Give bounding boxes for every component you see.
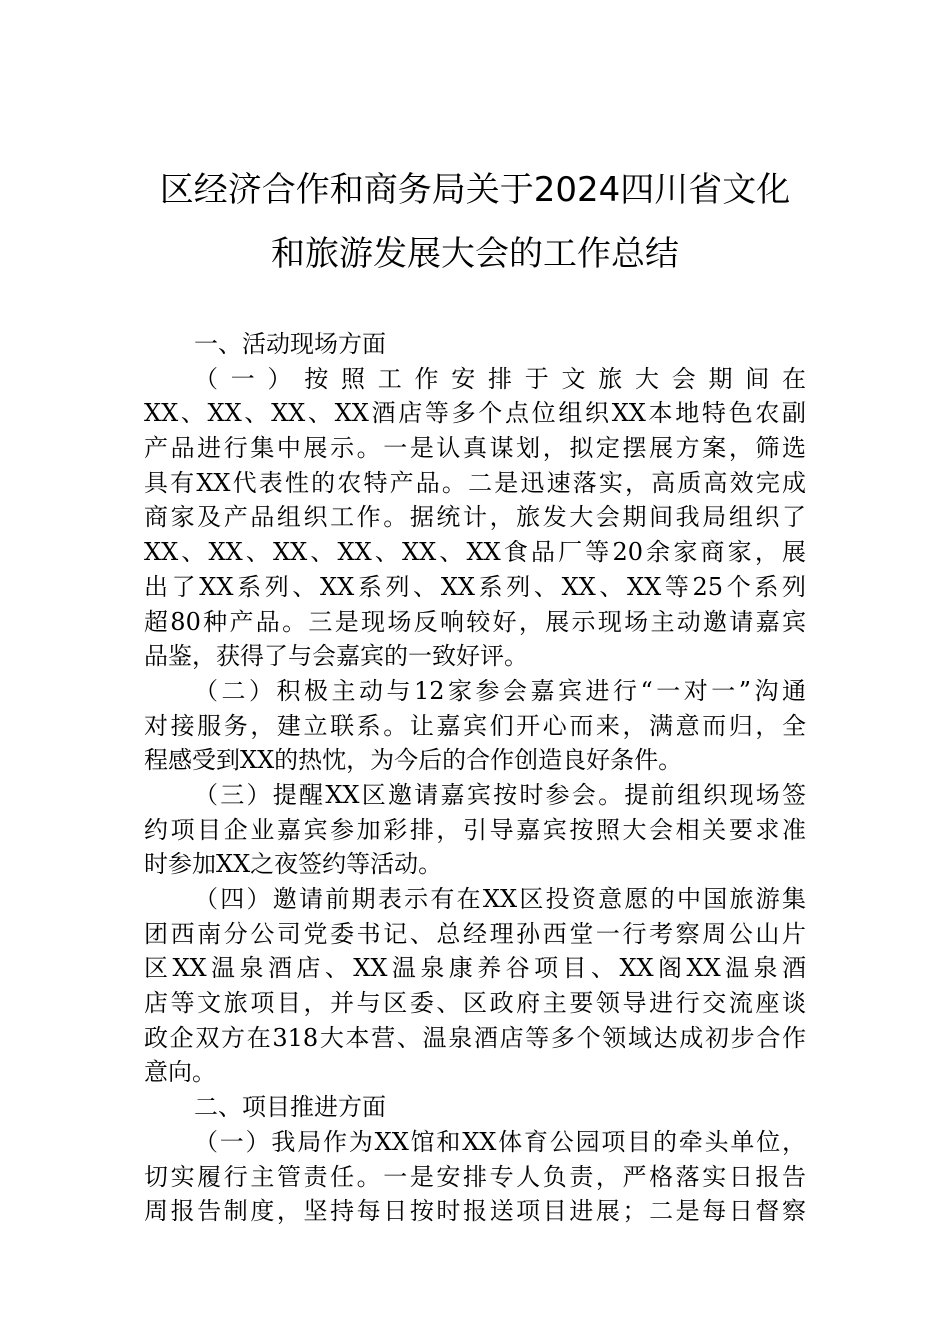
paragraph-line: （二）积极主动与12家参会嘉宾进行“一对一”沟通	[194, 676, 806, 705]
paragraph-line: 品鉴，获得了与会嘉宾的一致好评。	[144, 642, 528, 671]
paragraph-line: 具有XX代表性的农特产品。二是迅速落实，高质高效完成	[144, 468, 806, 497]
paragraph-line: 时参加XX之夜签约等活动。	[144, 850, 443, 879]
title-line-1: 区经济合作和商务局关于2024四川省文化	[159, 170, 791, 210]
paragraph-line: 周报告制度，坚持每日按时报送项目进展；二是每日督察	[144, 1197, 806, 1226]
paragraph-line: 政企双方在318大本营、温泉酒店等多个领域达成初步合作	[144, 1023, 806, 1052]
paragraph-line: 约项目企业嘉宾参加彩排，引导嘉宾按照大会相关要求准	[144, 815, 806, 844]
paragraph-line: 程感受到XX的热忱，为今后的合作创造良好条件。	[144, 746, 683, 775]
title-line-2: 和旅游发展大会的工作总结	[271, 234, 679, 274]
paragraph-line: XX、XX、XX、XX、XX、XX食品厂等20余家商家，展	[144, 538, 806, 567]
paragraph-line: （一）按照工作安排于文旅大会期间在	[194, 364, 806, 393]
paragraph-line: 团西南分公司党委书记、总经理孙西堂一行考察周公山片	[144, 919, 806, 948]
paragraph-line: （三）提醒XX区邀请嘉宾按时参会。提前组织现场签	[194, 780, 806, 809]
paragraph-line: 商家及产品组织工作。据统计，旅发大会期间我局组织了	[144, 503, 806, 532]
paragraph-line: 切实履行主管责任。一是安排专人负责，严格落实日报告	[144, 1162, 806, 1191]
paragraph-line: 意向。	[144, 1058, 216, 1087]
paragraph-line: XX、XX、XX、XX酒店等多个点位组织XX本地特色农副	[144, 399, 806, 428]
paragraph-line: 对接服务，建立联系。让嘉宾们开心而来，满意而归，全	[144, 711, 806, 740]
document-body	[144, 327, 806, 1229]
section-heading-2: 二、项目推进方面	[194, 1093, 386, 1122]
paragraph-line: （四）邀请前期表示有在XX区投资意愿的中国旅游集	[194, 885, 806, 913]
paragraph-line: 区XX温泉酒店、XX温泉康养谷项目、XX阁XX温泉酒	[144, 954, 806, 983]
paragraph-line: 店等文旅项目，并与区委、区政府主要领导进行交流座谈	[144, 989, 806, 1018]
document-title	[120, 158, 830, 286]
paragraph-line: 出了XX系列、XX系列、XX系列、XX、XX等25个系列	[144, 572, 806, 601]
paragraph-line: 超80种产品。三是现场反响较好，展示现场主动邀请嘉宾	[144, 607, 806, 636]
paragraph-line: 产品进行集中展示。一是认真谋划，拟定摆展方案，筛选	[144, 434, 806, 463]
section-heading-1: 一、活动现场方面	[194, 330, 386, 358]
paragraph-line: （一）我局作为XX馆和XX体育公园项目的牵头单位，	[194, 1127, 806, 1156]
